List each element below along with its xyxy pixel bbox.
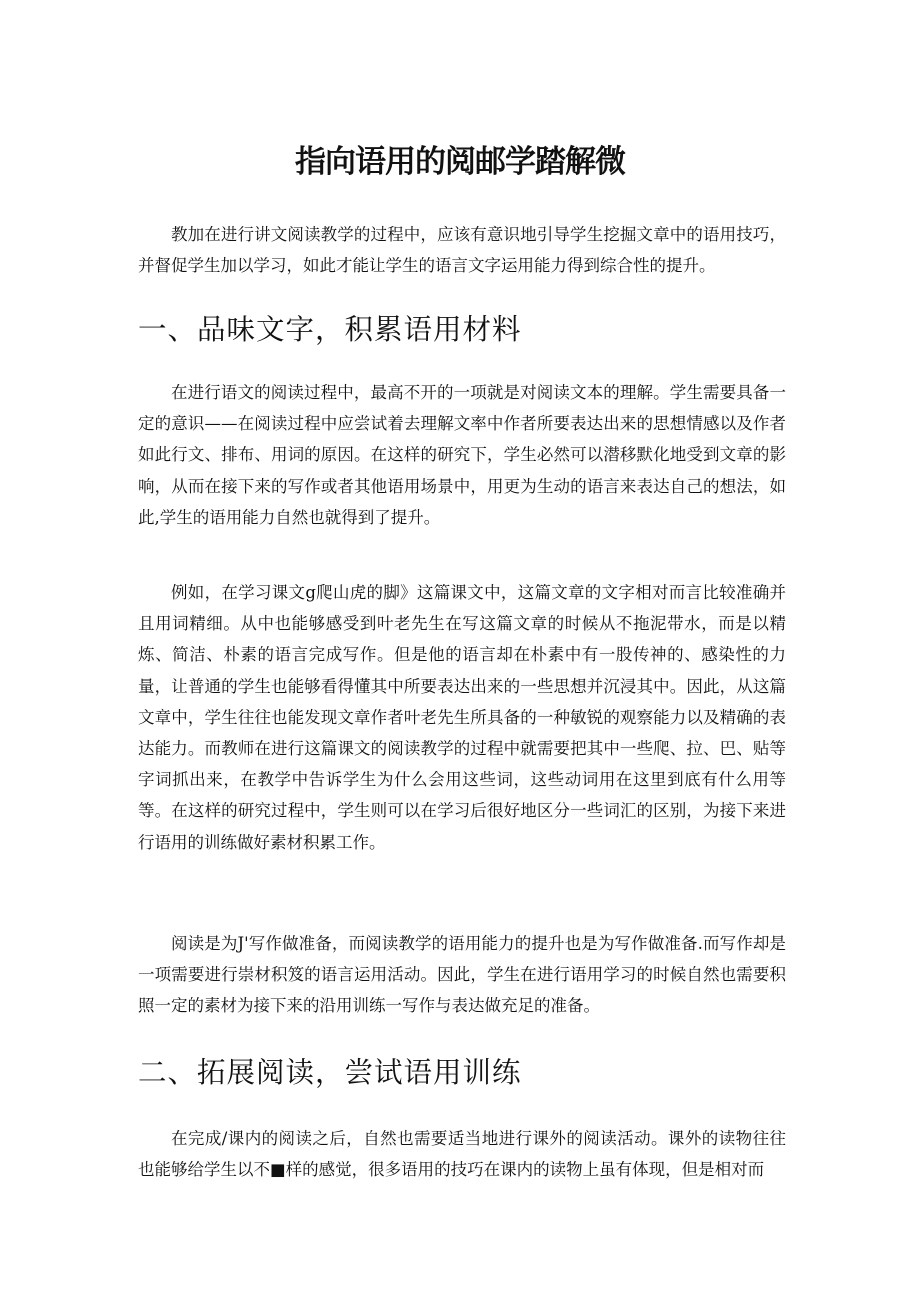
section-heading-2: 二、拓展阅读，尝试语用训练 xyxy=(138,1056,522,1089)
paragraph: 在完成/课内的阅读之后，自然也需要适当地进行课外的阅读活动。课外的读物往往也能够给学生以不■样的感觉，很多语用的技巧在课内的读物上虽有体现，但是相对而 xyxy=(138,1129,786,1180)
document-title: 指向语用的阅邮学踏解微 xyxy=(295,144,625,180)
section-heading-1: 一、品味文字，积累语用材料 xyxy=(138,313,522,346)
intro-paragraph: 教加在进行讲文阅读教学的过程中，应该有意识地引导学生挖掘文章中的语用技巧，并督促学生加以学习，如此才能让学生的语言文字运用能力得到综合性的提升。 xyxy=(138,225,786,276)
paragraph: 在进行语文的阅读过程中，最高不开的一项就是对阅读文本的理解。学生需要具备一定的意识——在阅读过程中应尝试着去理解文率中作者所要表达出来的思想情感以及作者如此行文、排布、用词的原因。在这样的研究下，学生必然可以潜移默化地受到文章的影响，从而在接下来的写作或者其他语用场景中，用更为生动的语言来表达自己的想法，如此,学生的语用能力自然也就得到了提升。 xyxy=(138,383,786,527)
paragraph: 阅读是为J'写作做准备，而阅读教学的语用能力的提升也是为写作做准备.而写作却是一项需要进行崇材积笈的语言运用活动。因此，学生在进行语用学习的时候自然也需要积照一定的素材为接下来的沿用训练一写作与表达做充足的准备。 xyxy=(138,934,786,1016)
paragraph: 例如，在学习课文g爬山虎的脚》这篇课文中，这篇文章的文字相对而言比较准确并且用词精细。从中也能够感受到叶老先生在写这篇文章的时候从不拖泥带水，而是以精炼、简洁、朴素的语言完成写作。但是他的语言却在朴素中有一股传神的、感染性的力量，让普通的学生也能够看得懂其中所要表达出来的一些思想并沉浸其中。因此，从这篇文章中，学生往往也能发现文章作者叶老先生所具备的一种敏锐的观察能力以及精确的表达能力。而教师在进行这篇课文的阅读教学的过程中就需要把其中一些爬、拉、巴、贴等字词抓出来，在教学中告诉学生为什么会用这些词，这些动词用在这里到底有什么用等等。在这样的研究过程中，学生则可以在学习后很好地区分一些词汇的区别，为接下来进行语用的训练做好素材积累工作。 xyxy=(138,583,786,852)
